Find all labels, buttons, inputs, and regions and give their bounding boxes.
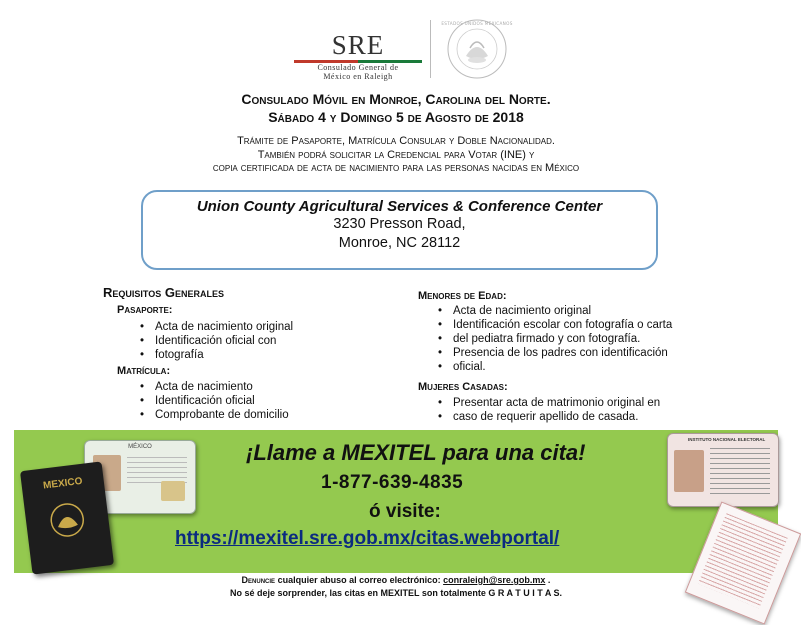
or-visit-text: ó visite:: [369, 501, 441, 522]
list-item: • Identificación oficial: [138, 394, 289, 408]
passport-eagle-icon: [45, 498, 90, 543]
venue-box: [141, 190, 658, 270]
matricula-list: [138, 380, 289, 422]
ine-card: [667, 433, 779, 507]
card-photo: [674, 450, 704, 492]
info-line-1: Trámite de Pasaporte, Matrícula Consular y Doble Nacionalidad.: [237, 135, 555, 147]
event-info: [0, 135, 792, 176]
footer-text-1-end: .: [545, 575, 551, 585]
pasaporte-list: [138, 320, 293, 362]
list-item: • Acta de nacimiento original: [138, 320, 293, 334]
logo-divider: [430, 20, 431, 78]
list-item: • del pediatra firmado y con fotografía.: [436, 332, 672, 346]
list-item: • Presencia de los padres con identificación: [436, 346, 672, 360]
venue-address-1: 3230 Presson Road,: [333, 216, 466, 232]
sre-logo-text: SRE: [331, 30, 385, 60]
footer-email-link[interactable]: conraleigh@sre.gob.mx: [443, 575, 546, 585]
mexitel-url-link[interactable]: https://mexitel.sre.gob.mx/citas.webportal/: [175, 528, 560, 549]
logo-subtitle-line-1: Consulado General de: [317, 63, 399, 72]
card-lines: [710, 448, 770, 496]
event-date: Sábado 4 y Domingo 5 de Agosto de 2018: [268, 109, 524, 125]
ine-card-label: INSTITUTO NACIONAL ELECTORAL: [688, 437, 766, 442]
venue-name: Union County Agricultural Services & Conference Center: [196, 198, 603, 215]
venue-address-2: Monroe, NC 28112: [338, 235, 461, 251]
list-item: • Comprobante de domicilio: [138, 408, 289, 422]
footer-denuncie: Denuncie: [241, 575, 276, 585]
footer-gratuitas: G R A T U I T A S.: [488, 588, 563, 598]
footer-text-1: cualquier abuso al correo electrónico:: [275, 575, 444, 585]
passport-label: MEXICO: [42, 475, 84, 492]
mexico-seal-icon: [441, 18, 513, 80]
menores-list: [436, 304, 672, 374]
logo-subtitle: [290, 63, 426, 81]
pasaporte-label: Pasaporte:: [117, 304, 173, 316]
info-line-3: copia certificada de acta de nacimiento para las personas nacidas en México: [212, 162, 580, 174]
list-item: • Presentar acta de matrimonio original en: [436, 396, 660, 410]
matricula-card-label: MÉXICO: [128, 444, 152, 450]
logo-subtitle-line-2: México en Raleigh: [323, 72, 393, 81]
list-item: • Identificación escolar con fotografía o carta: [436, 318, 672, 332]
list-item: • Acta de nacimiento original: [436, 304, 672, 318]
passport-image: [20, 461, 114, 574]
list-item: • fotografía: [138, 348, 293, 362]
matricula-label: Matrícula:: [117, 365, 171, 377]
card-hologram: [161, 481, 185, 501]
list-item: • oficial.: [436, 360, 672, 374]
casadas-list: [436, 396, 660, 424]
footer-line-2: [0, 588, 792, 598]
footer-line-1: [0, 575, 792, 585]
info-line-2: También podrá solicitar la Credencial para Votar (INE) y: [257, 148, 535, 161]
seal-text: ESTADOS UNIDOS MEXICANOS: [441, 21, 513, 26]
footer-text-2: No sé deje sorprender, las citas en MEXITEL son totalmente: [229, 588, 489, 598]
menores-label: Menores de Edad:: [418, 290, 507, 302]
list-item: • Acta de nacimiento: [138, 380, 289, 394]
list-item: • Identificación oficial con: [138, 334, 293, 348]
list-item: • caso de requerir apellido de casada.: [436, 410, 660, 424]
event-title: Consulado Móvil en Monroe, Carolina del Norte.: [241, 91, 551, 107]
cta-headline: ¡Llame a MEXITEL para una cita!: [246, 440, 586, 465]
casadas-label: Mujeres Casadas:: [418, 381, 508, 393]
requirements-title: Requisitos Generales: [103, 285, 224, 300]
mexitel-phone[interactable]: 1-877-639-4835: [321, 472, 464, 493]
